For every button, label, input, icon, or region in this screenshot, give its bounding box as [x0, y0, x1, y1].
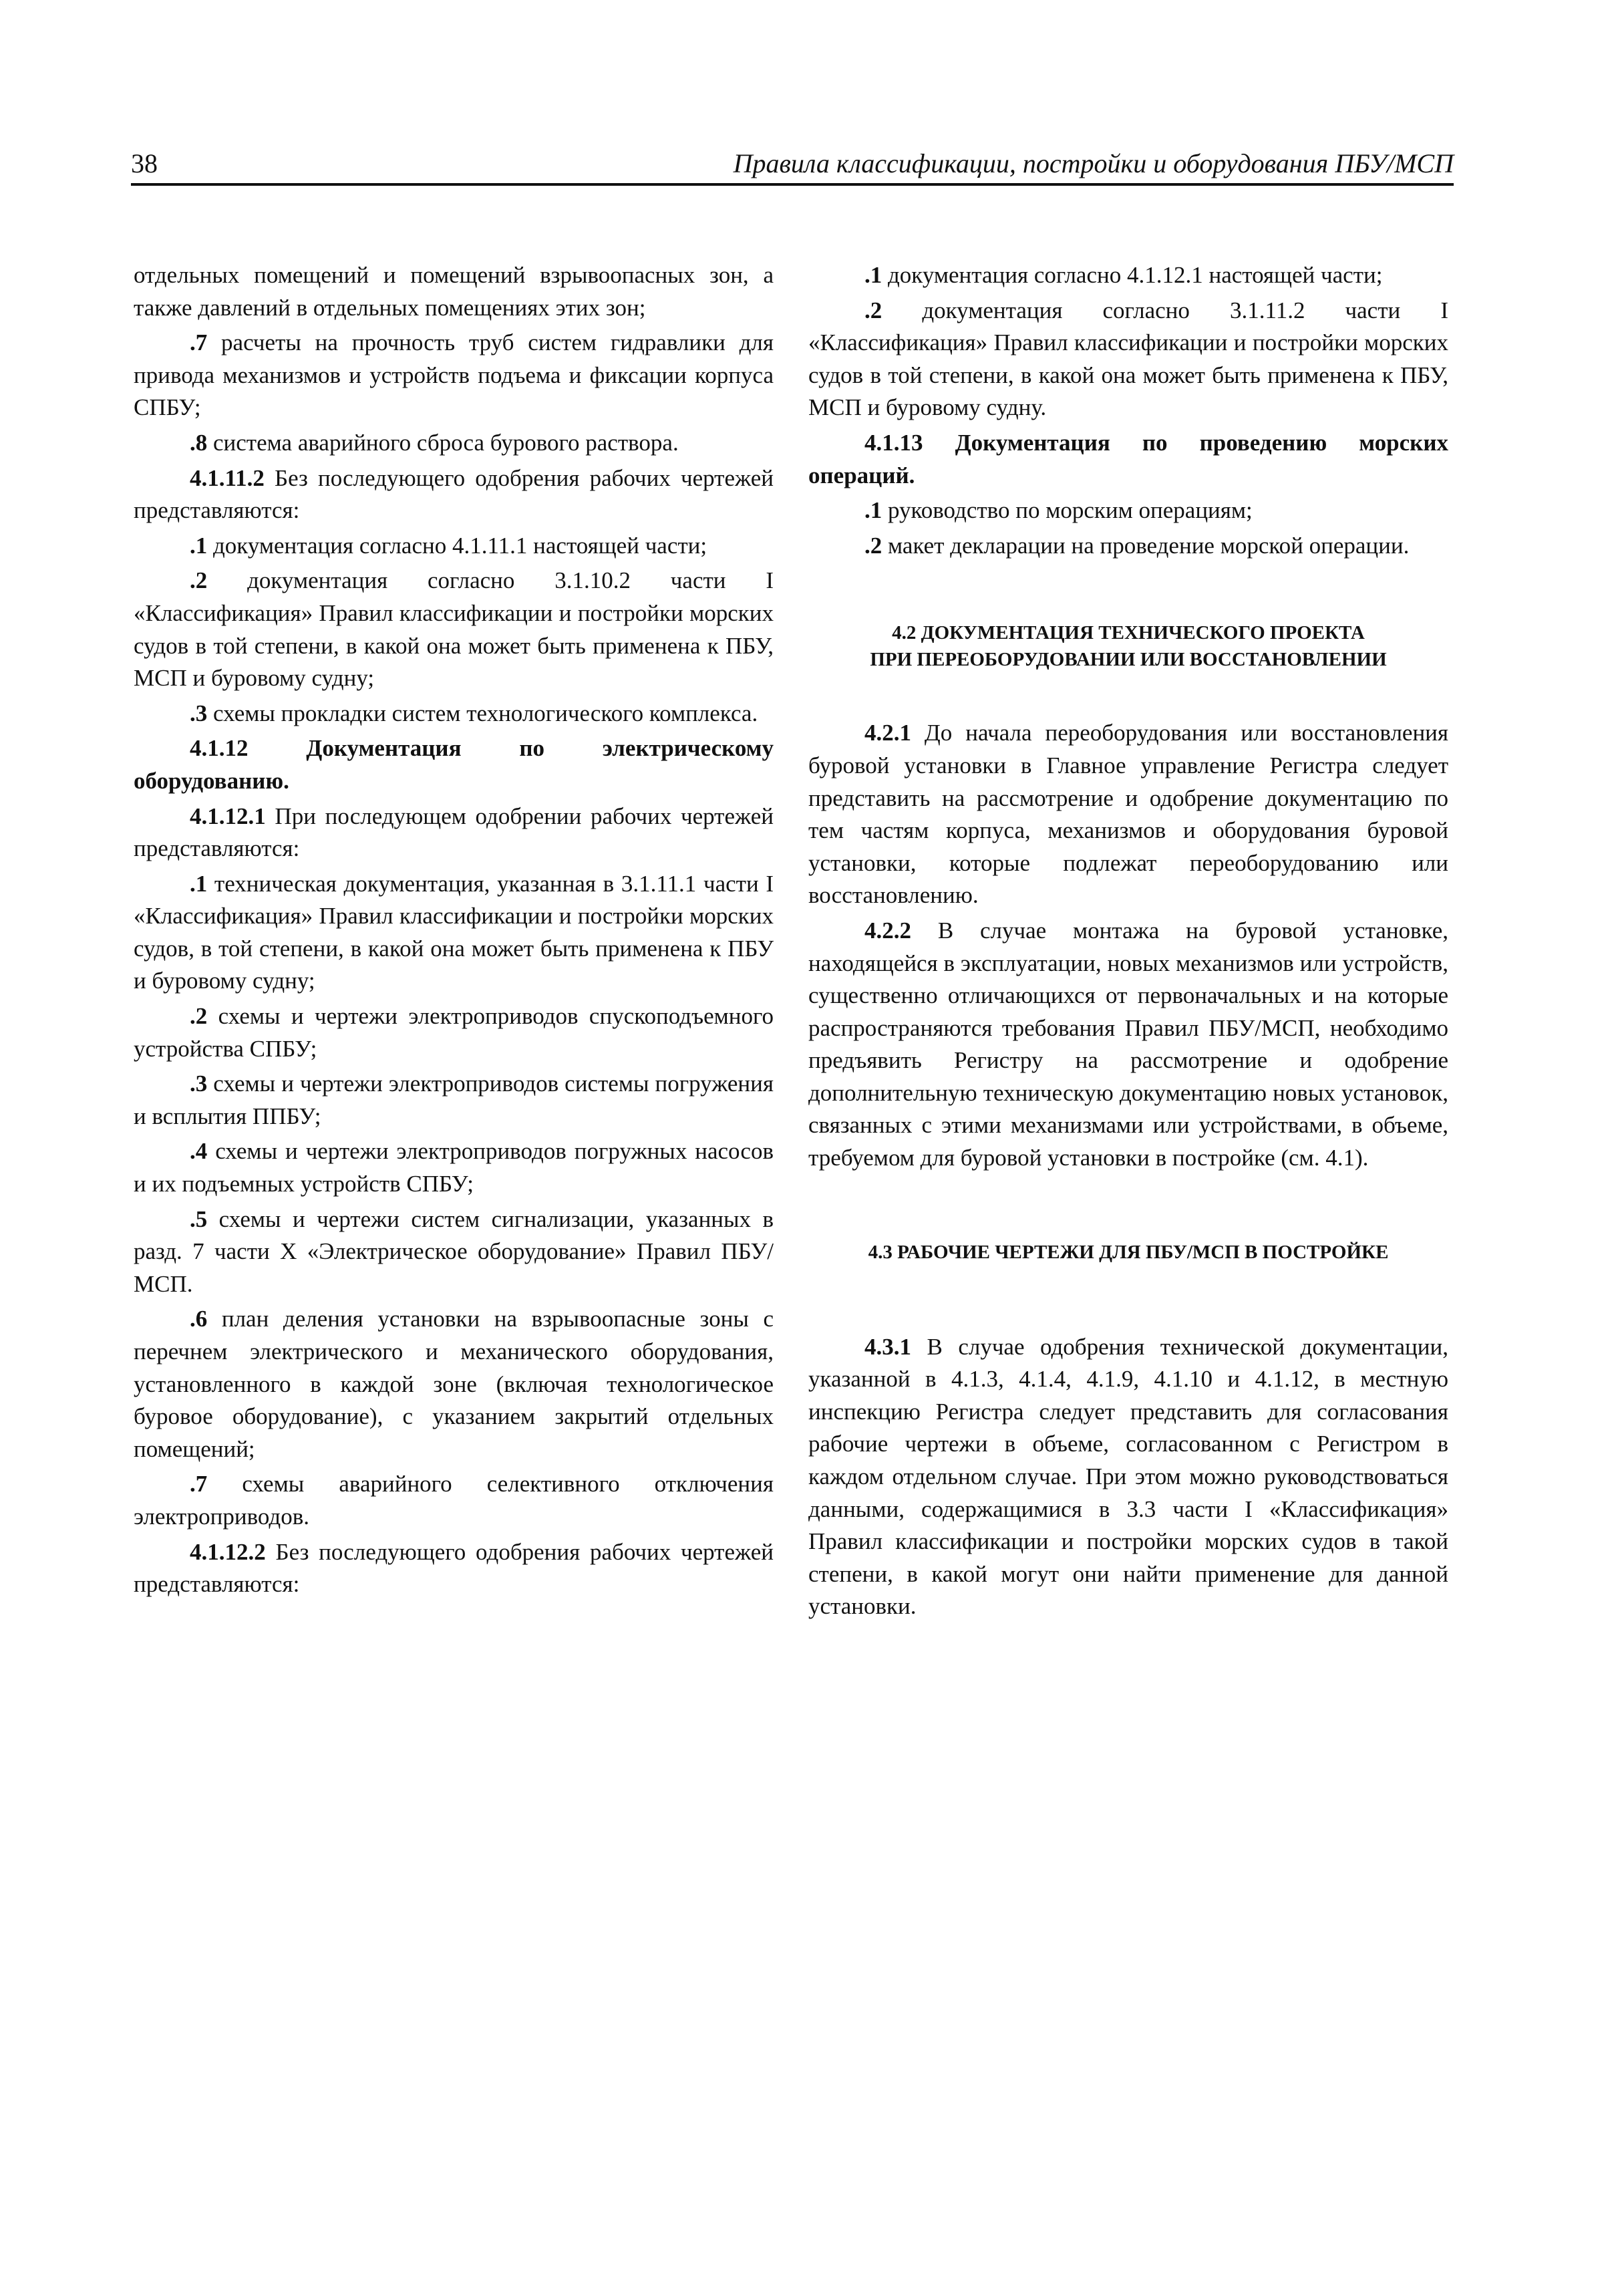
- list-item: [134, 1135, 774, 1200]
- item-number: .2: [864, 297, 882, 323]
- item-number: .4: [190, 1138, 208, 1165]
- clause-text: В случае одобрения технической документации, указанной в 4.1.3, 4.1.4, 4.1.9, 4.1.10 и 4.1.12, в местную инспекцию Регистра следует представить для согласования рабочие чертежи в объеме, согласованном с Регистром в каждом отдельном случае. При этом можно руководствоваться данными, содержащимися в 3.3 части I «Классификация» Правил классификации и постройки морских судов в такой степени, в какой могут они найти применение для данной установки.: [808, 1333, 1448, 1620]
- clause-number: 4.1.12.1: [190, 803, 266, 829]
- list-item: [134, 1203, 774, 1301]
- item-text: документация согласно 4.1.12.1 настоящей части;: [882, 262, 1383, 288]
- item-number: .3: [190, 700, 208, 726]
- item-text: расчеты на прочность труб систем гидравлики для привода механизмов и устройств подъема и фиксации корпуса СПБУ;: [134, 329, 774, 421]
- right-column: [808, 259, 1448, 1626]
- list-item: [134, 327, 774, 424]
- clause-text: При последующем одобрении рабочих чертежей представляются:: [134, 803, 774, 862]
- page-number: 38: [131, 148, 158, 178]
- item-text: схемы и чертежи систем сигнализации, указанных в разд. 7 части X «Электрическое оборудование» Правил ПБУ/МСП.: [134, 1205, 774, 1297]
- clause: [808, 717, 1448, 912]
- section-heading-line: 4.3 РАБОЧИЕ ЧЕРТЕЖИ ДЛЯ ПБУ/МСП В ПОСТРОЙКЕ: [868, 1241, 1389, 1263]
- clause-number: 4.3.1: [864, 1333, 911, 1360]
- item-text: техническая документация, указанная в 3.1.11.1 части I «Классификация» Правил классификации и постройки морских судов, в той степени, в какой она может быть применена к ПБУ и буровому судну;: [134, 870, 774, 994]
- clause: [808, 915, 1448, 1175]
- list-item: [134, 1000, 774, 1065]
- section-heading-4-3: [808, 1239, 1448, 1266]
- item-number: .5: [190, 1205, 208, 1232]
- item-text: схемы и чертежи электроприводов системы погружения и всплытия ППБУ;: [134, 1070, 774, 1129]
- item-text: схемы аварийного селективного отключения электроприводов.: [134, 1471, 774, 1530]
- list-item: [134, 1068, 774, 1133]
- paragraph: [134, 259, 774, 324]
- item-number: .3: [190, 1070, 208, 1097]
- clause-number: 4.1.11.2: [190, 464, 265, 491]
- item-text: документация согласно 3.1.11.2 части I «Классификация» Правил классификации и постройки морских судов в той степени, в какой она может быть применена к ПБУ, МСП и буровому судну.: [808, 297, 1448, 421]
- section-heading-line: 4.2 ДОКУМЕНТАЦИЯ ТЕХНИЧЕСКОГО ПРОЕКТА: [892, 622, 1365, 644]
- item-number: .1: [864, 497, 882, 524]
- clause-text: Без последующего одобрения рабочих чертежей представляются:: [134, 1538, 774, 1598]
- clause-title: 4.1.13 Документация по проведению морских операций.: [808, 429, 1448, 488]
- item-text: схемы и чертежи электроприводов погружных насосов и их подъемных устройств СПБУ;: [134, 1138, 774, 1197]
- clause-heading: [134, 732, 774, 797]
- left-column: [134, 259, 774, 1604]
- list-item: [134, 565, 774, 694]
- item-number: .7: [190, 329, 208, 356]
- list-item: [134, 868, 774, 998]
- item-number: .8: [190, 429, 208, 456]
- item-text: документация согласно 4.1.11.1 настоящей части;: [207, 532, 707, 559]
- clause-number: 4.1.12.2: [190, 1538, 266, 1565]
- item-number: .2: [190, 567, 208, 594]
- clause: [134, 462, 774, 527]
- clause-text: До начала переоборудования или восстановления буровой установки в Главное управление Регистра следует представить на рассмотрение и одобрение документацию по тем частям корпуса, механизмов и оборудования буровой установки, которые подлежат переоборудованию или восстановлению.: [808, 720, 1448, 909]
- clause: [134, 801, 774, 865]
- item-number: .1: [190, 870, 208, 897]
- item-text: руководство по морским операциям;: [882, 497, 1253, 524]
- clause-number: 4.2.1: [864, 720, 911, 746]
- paragraph-text: отдельных помещений и помещений взрывоопасных зон, а также давлений в отдельных помещениях этих зон;: [134, 262, 774, 321]
- list-item: [808, 530, 1448, 563]
- clause: [134, 1536, 774, 1601]
- section-heading-4-2: [808, 619, 1448, 673]
- list-item: [808, 295, 1448, 424]
- item-text: макет декларации на проведение морской операции.: [882, 532, 1410, 559]
- clause-number: 4.2.2: [864, 917, 911, 944]
- list-item: [134, 1303, 774, 1465]
- running-title: Правила классификации, постройки и оборудования ПБУ/МСП: [733, 148, 1454, 178]
- item-text: схемы прокладки систем технологического комплекса.: [207, 700, 758, 726]
- list-item: [808, 494, 1448, 527]
- clause-text: В случае монтажа на буровой установке, находящейся в эксплуатации, новых механизмов или устройств, существенно отличающихся от первоначальных и на которые распространяются требования Правил ПБУ/МСП, необходимо предъявить Регистру на рассмотрение и одобрение дополнительную техническую документацию новых установок, связанных с этими механизмами или устройствами, в объеме, требуемом для буровой установки в постройке (см. 4.1).: [808, 917, 1448, 1171]
- list-item: [134, 698, 774, 730]
- clause-title: 4.1.12 Документация по электрическому оборудованию.: [134, 735, 774, 794]
- section-heading-line: ПРИ ПЕРЕОБОРУДОВАНИИ ИЛИ ВОССТАНОВЛЕНИИ: [870, 649, 1387, 671]
- item-text: документация согласно 3.1.10.2 части I «Классификация» Правил классификации и постройки морских судов в той степени, в какой она может быть применена к ПБУ, МСП и буровому судну;: [134, 567, 774, 692]
- clause-text: Без последующего одобрения рабочих чертежей представляются:: [134, 464, 774, 524]
- list-item: [134, 427, 774, 460]
- item-text: схемы и чертежи электроприводов спускоподъемного устройства СПБУ;: [134, 1003, 774, 1062]
- clause-heading: [808, 427, 1448, 492]
- item-number: .2: [190, 1003, 208, 1030]
- item-number: .1: [864, 262, 882, 288]
- item-text: план деления установки на взрывоопасные зоны с перечнем электрического и механического оборудования, установленного в каждой зоне (включая технологическое буровое оборудование), с указанием закрытий отдельных помещений;: [134, 1306, 774, 1462]
- clause: [808, 1331, 1448, 1623]
- page-header: [131, 146, 1454, 186]
- item-number: .6: [190, 1306, 208, 1332]
- item-number: .2: [864, 532, 882, 559]
- item-text: система аварийного сброса бурового раствора.: [207, 429, 679, 456]
- item-number: .1: [190, 532, 208, 559]
- list-item: [134, 530, 774, 563]
- item-number: .7: [190, 1471, 208, 1497]
- list-item: [134, 1468, 774, 1533]
- list-item: [808, 259, 1448, 292]
